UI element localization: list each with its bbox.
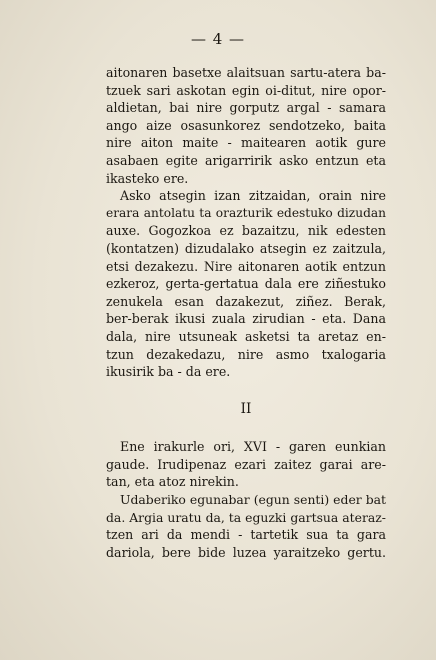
text-line: tzuek sari askotan egin oi-ditut, nire opor- xyxy=(106,82,386,98)
section-heading: II xyxy=(240,400,252,417)
text-line: ikasteko ere. xyxy=(106,170,189,186)
text-line: gaude. Irudipenaz ezari zaitez garai are- xyxy=(106,456,386,472)
text-line: ikusirik ba - da ere. xyxy=(106,364,231,380)
text-line: da. Argia uratu da, ta eguzki gartsua ateraz- xyxy=(106,509,386,525)
text-line: asabaen egite arigarririk asko entzun eta xyxy=(106,152,386,168)
paragraph-1 xyxy=(106,64,386,187)
text-line: tzen ari da mendi - tartetik sua ta gara xyxy=(106,527,386,543)
text-line: Ene irakurle ori, XVI - garen eunkian xyxy=(120,439,386,455)
text-line: aitonaren basetxe alaitsuan sartu-atera ba- xyxy=(106,65,386,80)
text-line: Asko atsegin izan zitzaidan, orain nire xyxy=(120,188,386,204)
paragraph-2 xyxy=(106,187,386,381)
text-line: erara antolatu ta orazturik edestuko dizudan xyxy=(106,205,386,220)
paragraph-4 xyxy=(106,491,386,561)
text-line: (kontatzen) dizudalako atsegin ez zaitzula, xyxy=(106,240,386,256)
paragraph-3 xyxy=(106,438,386,491)
text-line: ango aize osasunkorez sendotzeko, baita xyxy=(106,117,386,133)
text-line: Udaberiko egunabar (egun senti) eder bat xyxy=(120,492,386,508)
body-text xyxy=(106,64,386,561)
text-line: dariola, bere bide luzea yaraitzeko gertu. xyxy=(106,544,386,560)
text-line: ber-berak ikusi zuala zirudian - eta. Dana xyxy=(106,311,386,327)
text-line: tan, eta atoz nirekin. xyxy=(106,474,239,490)
text-line: auxe. Gogozkoa ez bazaitzu, nik edesten xyxy=(106,223,386,239)
text-line: nire aiton maite - maitearen aotik gure xyxy=(106,135,386,151)
page-number: — 4 — xyxy=(190,30,246,48)
text-line: zenukela esan dazakezut, ziñez. Berak, xyxy=(106,293,386,309)
text-line: aldietan, bai nire gorputz argal - samara xyxy=(106,100,386,116)
text-line: ezkeroz, gerta-gertatua dala ere ziñestuko xyxy=(106,276,386,292)
text-line: dala, nire utsuneak asketsi ta aretaz en- xyxy=(106,328,386,344)
text-line: etsi dezakezu. Nire aitonaren aotik entzun xyxy=(106,258,386,274)
text-line: tzun dezakedazu, nire asmo txalogaria xyxy=(106,346,386,362)
